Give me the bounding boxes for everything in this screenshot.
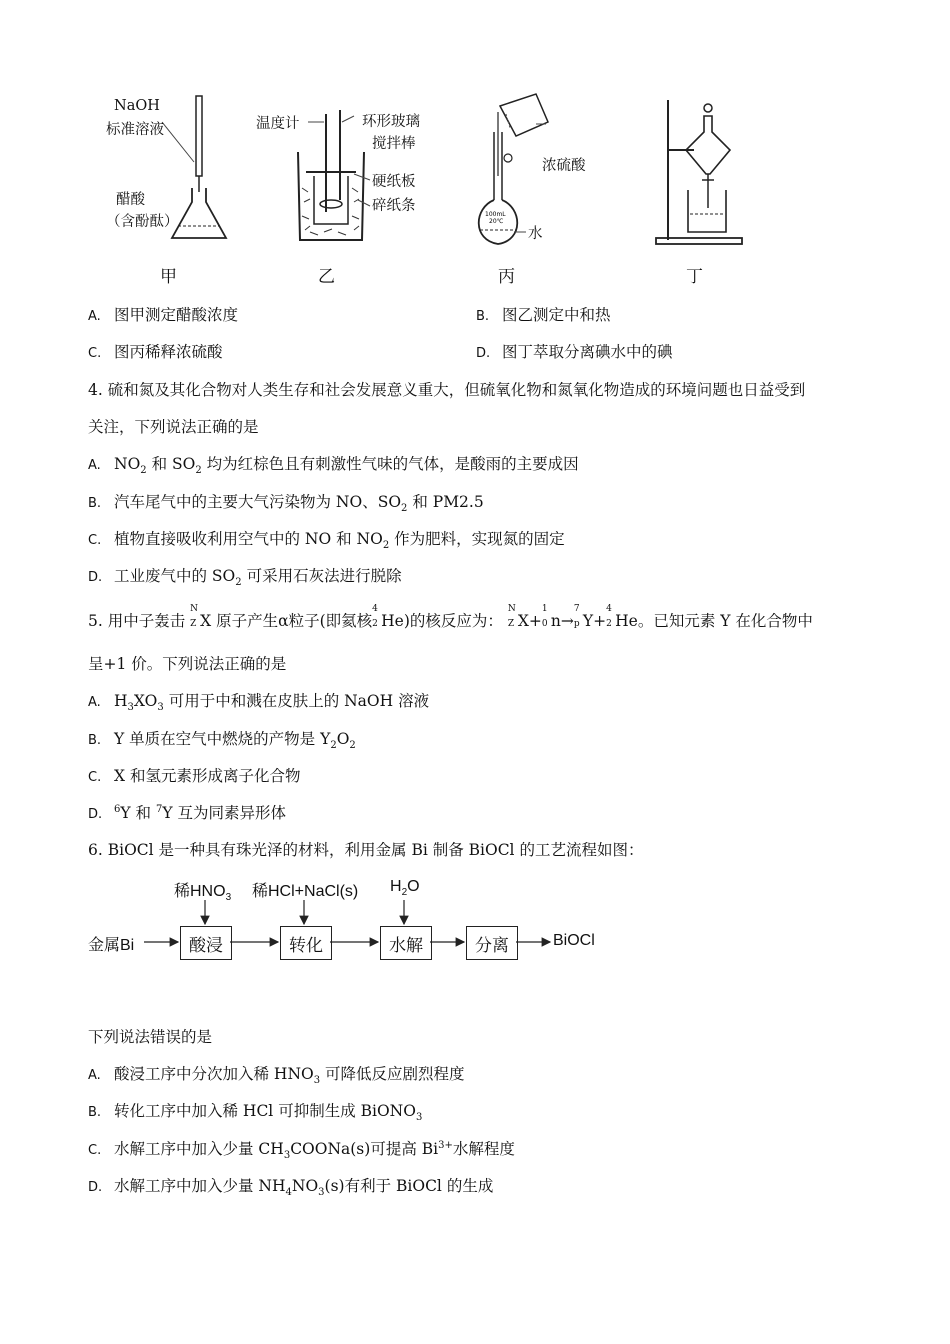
q6-option-c[interactable]: C. 水解工序中加入少量 $CH_3COONa(s)$可提高 $Bi^{3+}$水解程度: [88, 1139, 515, 1162]
reagent-hno3: 稀$HNO_3$: [174, 883, 232, 904]
flow-end: BiOCl: [553, 932, 595, 949]
standard-solution-label: 标准溶液: [106, 122, 164, 138]
figure-jia-label: 甲: [160, 267, 177, 287]
figure-ding-label: 丁: [686, 267, 703, 287]
q6-option-a[interactable]: A. 酸浸工序中分次加入稀 $HNO_3$ 可降低反应剧烈程度: [88, 1065, 465, 1087]
process-flow-diagram: [88, 872, 628, 972]
phenolphthalein-label: （含酚酞）: [106, 214, 179, 230]
nuclide-he: 4 2: [372, 604, 378, 629]
flask-capacity-text: 100mL: [485, 211, 506, 218]
reagent-water: $H_2O$: [390, 878, 420, 899]
nuclide-y: 7 p: [573, 604, 580, 629]
reagent-hcl-nacl: 稀HCl+NaCl(s): [252, 883, 359, 900]
conc-sulfuric-acid-label: 浓硫酸: [542, 158, 586, 174]
figure-yi-label: 乙: [318, 267, 335, 287]
q3-option-a[interactable]: A. 图甲测定醋酸浓度: [88, 306, 239, 324]
q5-option-a[interactable]: A. $H_3XO_3$ 可用于中和溅在皮肤上的 NaOH 溶液: [88, 692, 430, 714]
flow-start: 金属Bi: [88, 937, 135, 954]
q5-option-c[interactable]: C. X 和氢元素形成离子化合物: [88, 767, 301, 785]
separatory-funnel-icon: [650, 92, 760, 262]
flow-step-conversion: 转化: [280, 926, 332, 960]
q4-option-d[interactable]: D. 工业废气中的 $SO_2$ 可采用石灰法进行脱除: [88, 567, 402, 589]
nuclide-x: N Z: [190, 604, 199, 629]
acetic-acid-label: 醋酸: [116, 192, 145, 208]
nuclide-x-eq: N Z: [507, 604, 516, 629]
q5-stem-line2: 呈+1 价。下列说法正确的是: [88, 655, 287, 673]
stirrer-label-bottom: 搅拌棒: [372, 136, 416, 152]
q4-option-a[interactable]: A. $NO_2$ 和 $SO_2$ 均为红棕色且有刺激性气味的气体，是酸雨的主要成因: [88, 455, 579, 477]
q6-option-b[interactable]: B. 转化工序中加入稀 HCl 可抑制生成 BiONO$_3$: [88, 1102, 423, 1124]
figure-bing-label: 丙: [498, 267, 515, 287]
thermometer-label: 温度计: [256, 116, 300, 132]
flask-temperature-text: 20℃: [489, 218, 504, 225]
q5-option-b[interactable]: B. Y 单质在空气中燃烧的产物是 $Y_2O_2$: [88, 730, 356, 752]
flow-step-acid-leach: 酸浸: [180, 926, 232, 960]
q4-stem-line1: 4. 硫和氮及其化合物对人类生存和社会发展意义重大，但硫氧化物和氮氧化物造成的环境问题也日益受到: [88, 381, 806, 399]
q5-option-d[interactable]: D. $^6$Y 和 $^7$Y 互为同素异形体: [88, 803, 287, 822]
volumetric-flask-icon: [470, 92, 620, 262]
q3-option-b[interactable]: B. 图乙测定中和热: [476, 306, 611, 324]
nuclide-he-eq: 4 2: [606, 604, 612, 629]
figure-bing: [470, 92, 620, 262]
figure-yi: [250, 92, 450, 262]
q4-stem-line2: 关注，下列说法正确的是: [88, 418, 259, 436]
q6-stem2: 下列说法错误的是: [88, 1028, 213, 1046]
q5-stem-line1: 5. 用中子轰击 N Z X 原子产生α粒子(即氦核 4 2 He)的核反应为： N Z X+ 1 0 n→ 7 p Y+ 4 2 He。已知元素 Y 在化合物中: [88, 604, 813, 630]
q6-option-d[interactable]: D. 水解工序中加入少量 $NH_4NO_3(s)$有利于 BiOCl 的生成: [88, 1177, 494, 1199]
stirrer-label-top: 环形玻璃: [362, 114, 420, 130]
flow-step-separation: 分离: [466, 926, 518, 960]
nuclide-n: 1 0: [541, 604, 548, 629]
water-label: 水: [528, 226, 543, 242]
figure-jia: [106, 92, 250, 262]
figure-ding: [650, 92, 760, 262]
flow-step-hydrolysis: 水解: [380, 926, 432, 960]
q4-option-c[interactable]: C. 植物直接吸收利用空气中的 NO 和 $NO_2$ 作为肥料，实现氮的固定: [88, 530, 565, 552]
q3-option-c[interactable]: C. 图丙稀释浓硫酸: [88, 343, 223, 361]
q4-option-b[interactable]: B. 汽车尾气中的主要大气污染物为 NO、$SO_2$ 和 PM2.5: [88, 493, 484, 515]
q3-option-d[interactable]: D. 图丁萃取分离碘水中的碘: [476, 343, 673, 361]
naoh-label: NaOH: [114, 98, 160, 114]
q6-stem: 6. BiOCl 是一种具有珠光泽的材料，利用金属 Bi 制备 BiOCl 的工艺流程如图：: [88, 841, 644, 859]
cardboard-label: 硬纸板: [372, 174, 416, 190]
paper-strips-label: 碎纸条: [372, 198, 416, 214]
